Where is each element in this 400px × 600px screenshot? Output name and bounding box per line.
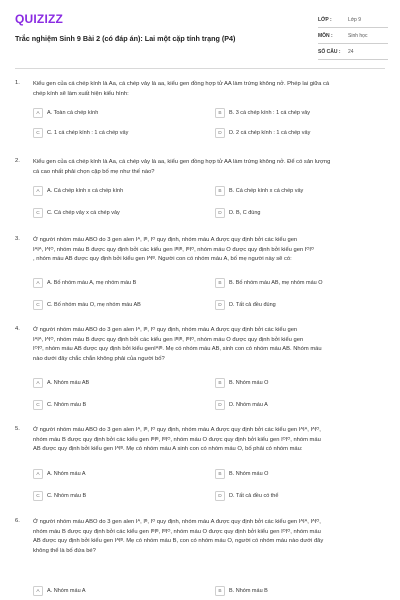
option-text: B. Cá chép kính x cá chép vảy	[229, 188, 304, 194]
option-d[interactable]	[215, 128, 385, 138]
option-letter: D	[215, 208, 225, 218]
option-text: B. Nhóm máu B	[229, 588, 268, 594]
meta-row-subject	[318, 28, 388, 44]
option-letter: C	[33, 300, 43, 310]
option-letter: B	[215, 108, 225, 118]
question-line: Ở người nhóm máu ABO do 3 gen alen Iᴬ, Iᴮ, Iᴼ quy định, nhóm máu A được quy định bởi các kiểu gen	[33, 327, 298, 333]
question-text	[33, 426, 383, 455]
question-text	[33, 80, 383, 99]
option-letter: A	[33, 278, 43, 288]
option-text: B. Bố nhóm máu AB, mẹ nhóm máu O	[229, 280, 323, 286]
option-text: A. Cá chép kính x cá chép kính	[47, 188, 124, 194]
option-text: C. Cá chép vảy x cá chép vảy	[47, 210, 120, 216]
option-text: C. Bố nhóm máu O, mẹ nhóm máu AB	[47, 302, 141, 308]
option-text: C. 1 cá chép kính : 1 cá chép vảy	[47, 130, 129, 136]
option-text: D. Tất cả đều đúng	[229, 302, 276, 308]
option-c[interactable]	[33, 491, 203, 501]
question-line: AB được quy định bởi kiểu gen IᴬIᴮ. Mẹ có nhóm máu A sinh con có nhóm máu O, bố phải có nhóm máu:	[33, 446, 303, 452]
option-c[interactable]	[33, 300, 203, 310]
option-letter: D	[215, 128, 225, 138]
option-a[interactable]	[33, 469, 203, 479]
meta-table	[318, 12, 388, 60]
question-text	[33, 158, 383, 177]
option-text: A. Bố nhóm máu A, mẹ nhóm máu B	[47, 280, 137, 286]
meta-value: Sinh học	[348, 32, 368, 39]
option-text: A. Nhóm máu A	[47, 471, 86, 477]
option-letter: B	[215, 469, 225, 479]
option-letter: C	[33, 128, 43, 138]
meta-row-grade	[318, 12, 388, 28]
option-c[interactable]	[33, 208, 203, 218]
question-line: Kiểu gen của cá chép kính là Aa, cá chép vảy là aa, kiểu gen đồng hợp tử AA làm trứng không nở. Phép lai giữa cá	[33, 81, 330, 87]
option-letter: B	[215, 586, 225, 596]
header-divider	[15, 68, 385, 69]
meta-label: MÔN :	[318, 32, 333, 39]
option-text: A. Nhóm máu A	[47, 588, 86, 594]
question-line: , nhóm máu AB được quy định bởi kiểu gen IᴬIᴮ. Người con có nhóm máu A, bố mẹ người này sẽ có:	[33, 256, 292, 262]
option-b[interactable]	[215, 469, 385, 479]
meta-value: Lớp 9	[348, 16, 362, 23]
question-line: IᴬIᴬ, IᴬIᴼ, nhóm máu B được quy định bởi các kiểu gen IᴮIᴮ, IᴮIᴼ, nhóm máu O được quy định bởi kiểu gen IᴼIᴼ	[33, 246, 314, 253]
question-line: Ở người nhóm máu ABO do 3 gen alen Iᴬ, Iᴮ, Iᴼ quy định, nhóm máu A được quy định bởi các kiểu gen IᴬIᴬ, IᴬIᴼ,	[33, 427, 321, 433]
meta-label: LỚP :	[318, 16, 332, 23]
option-letter: B	[215, 278, 225, 288]
option-letter: B	[215, 186, 225, 196]
question-line: AB được quy định bởi kiểu gen IᴬIᴮ. Mẹ có nhóm máu B, con có nhóm máu O, người có nhóm máu nào dưới đây	[33, 538, 324, 544]
quizizz-logo: QUIZIZZ	[15, 12, 64, 26]
option-a[interactable]	[33, 108, 203, 118]
option-a[interactable]	[33, 378, 203, 388]
question-text	[33, 236, 383, 265]
option-text: D. B, C đúng	[229, 210, 261, 216]
question-line: IᴼIᴼ, nhóm máu AB được quy định bởi kiểu genIᴬIᴮ. Mẹ có nhóm máu AB, sinh con có nhóm máu AB. Nhóm máu	[33, 346, 322, 352]
option-letter: C	[33, 400, 43, 410]
option-letter: A	[33, 469, 43, 479]
option-letter: D	[215, 491, 225, 501]
option-letter: C	[33, 491, 43, 501]
option-d[interactable]	[215, 400, 385, 410]
option-text: A. Toàn cá chép kính	[47, 110, 99, 116]
option-c[interactable]	[33, 128, 203, 138]
question-line: Ở người nhóm máu ABO do 3 gen alen Iᴬ, Iᴮ, Iᴼ quy định, nhóm máu A được quy định bởi các kiểu gen IᴬIᴬ, IᴬIᴼ,	[33, 519, 321, 525]
question-line: không thể là bố đứa bé?	[33, 547, 96, 554]
question-line: chép kính sẽ làm xuất hiện kiểu hình:	[33, 90, 129, 97]
question-number: 3.	[15, 236, 20, 242]
option-c[interactable]	[33, 400, 203, 410]
option-d[interactable]	[215, 300, 385, 310]
question-number: 4.	[15, 326, 20, 332]
meta-label: SỐ CÂU :	[318, 48, 341, 55]
question-line: Kiểu gen của cá chép kính là Aa, cá chép vảy là aa, kiểu gen đồng hợp tử AA làm trứng không nở. Để có sản lượng	[33, 159, 331, 165]
meta-value: 24	[348, 48, 354, 55]
option-letter: D	[215, 300, 225, 310]
option-a[interactable]	[33, 278, 203, 288]
question-line: Ở người nhóm máu ABO do 3 gen alen Iᴬ, Iᴮ, Iᴼ quy định, nhóm máu A được quy định bởi các kiểu gen	[33, 237, 298, 243]
option-letter: A	[33, 586, 43, 596]
option-text: C. Nhóm máu B	[47, 493, 87, 499]
option-letter: D	[215, 400, 225, 410]
option-b[interactable]	[215, 278, 385, 288]
option-letter: B	[215, 378, 225, 388]
page-title: Trắc nghiệm Sinh 9 Bài 2 (có đáp án): Lai một cặp tính trạng (P4)	[15, 34, 236, 43]
option-text: C. Nhóm máu B	[47, 402, 87, 408]
option-a[interactable]	[33, 586, 203, 596]
question-line: nhóm máu B được quy định bởi các kiểu gen IᴮIᴮ, IᴮIᴼ, nhóm máu O được quy định bởi kiểu gen IᴼIᴼ, nhóm máu	[33, 528, 321, 535]
meta-row-count	[318, 44, 388, 60]
option-letter: A	[33, 186, 43, 196]
question-line: nào dưới đây chắc chắn không phải của người bố?	[33, 355, 165, 362]
option-b[interactable]	[215, 378, 385, 388]
question-number: 2.	[15, 158, 20, 164]
question-number: 5.	[15, 426, 20, 432]
question-text	[33, 518, 383, 556]
option-d[interactable]	[215, 491, 385, 501]
option-letter: A	[33, 378, 43, 388]
option-text: D. Nhóm máu A	[229, 402, 268, 408]
option-text: B. Nhóm máu O	[229, 380, 269, 386]
option-b[interactable]	[215, 586, 385, 596]
option-text: D. 2 cá chép kính : 1 cá chép vảy	[229, 130, 311, 136]
option-text: D. Tất cả đều có thể	[229, 493, 279, 499]
question-line: nhóm máu B được quy định bởi các kiểu gen IᴮIᴮ, IᴮIᴼ, nhóm máu O được quy định bởi kiểu gen IᴼIᴼ, nhóm máu	[33, 436, 321, 443]
option-b[interactable]	[215, 108, 385, 118]
option-text: A. Nhóm máu AB	[47, 380, 90, 386]
option-b[interactable]	[215, 186, 385, 196]
question-line: cá cao nhất phải chọn cặp bố mẹ như thế nào?	[33, 168, 155, 175]
option-letter: A	[33, 108, 43, 118]
option-letter: C	[33, 208, 43, 218]
question-text	[33, 326, 383, 364]
option-text: B. 3 cá chép kính : 1 cá chép vảy	[229, 110, 311, 116]
question-line: IᴬIᴬ, IᴬIᴼ, nhóm máu B được quy định bởi các kiểu gen IᴮIᴮ, IᴮIᴼ, nhóm máu O được quy định bởi kiểu gen	[33, 336, 304, 343]
question-number: 6.	[15, 518, 20, 524]
question-number: 1.	[15, 80, 20, 86]
option-d[interactable]	[215, 208, 385, 218]
option-text: B. Nhóm máu O	[229, 471, 269, 477]
option-a[interactable]	[33, 186, 203, 196]
